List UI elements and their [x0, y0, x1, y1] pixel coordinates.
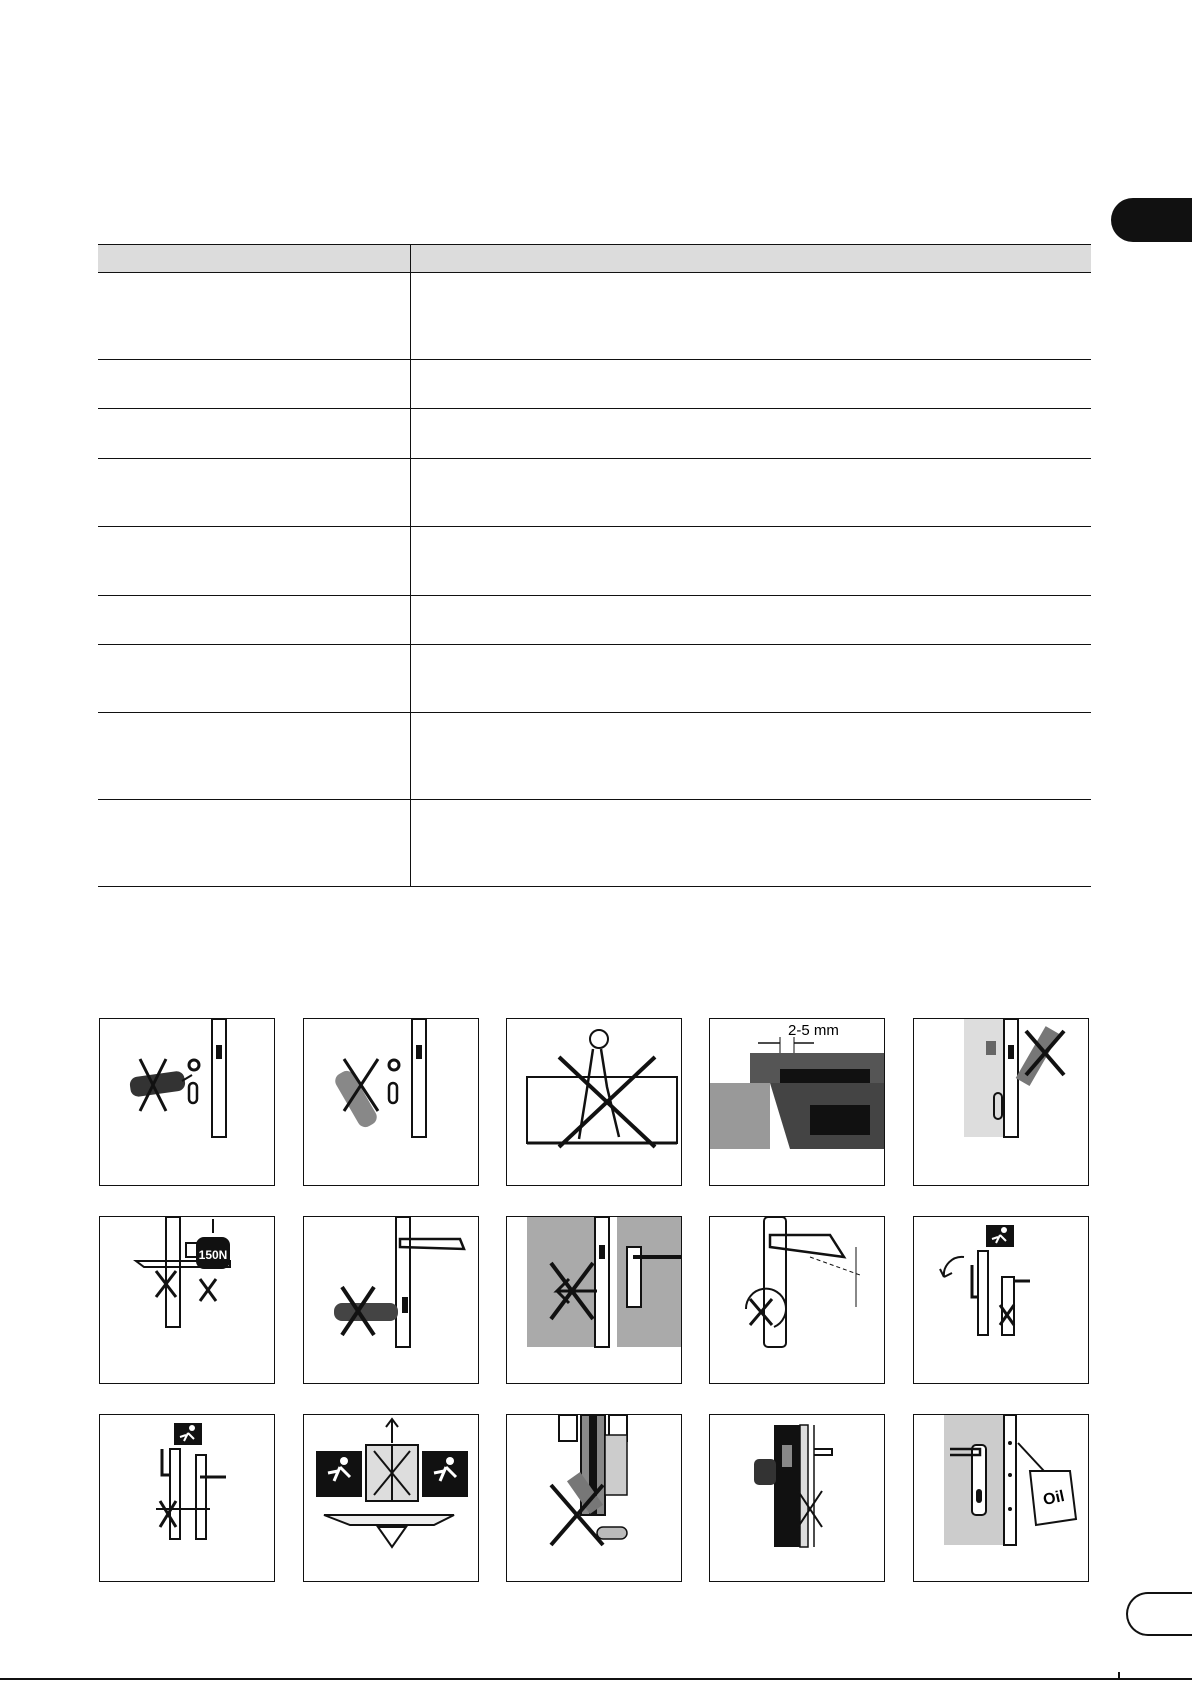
table-row — [98, 527, 1091, 596]
weight-load-icon — [100, 1217, 275, 1384]
no-drill-icon — [100, 1019, 275, 1186]
pictogram-exit-route-clear — [303, 1414, 479, 1582]
table-cell — [98, 645, 411, 713]
table-header-cell — [411, 245, 1092, 273]
pictogram-oil-lubrication — [913, 1414, 1089, 1582]
gap-label: 2-5 mm — [788, 1022, 839, 1039]
table-cell — [411, 527, 1092, 596]
table-cell — [98, 459, 411, 527]
table-cell — [411, 713, 1092, 800]
pictogram-emergency-exit-bar — [99, 1414, 275, 1582]
oil-label: Oil — [1041, 1487, 1067, 1510]
table-cell — [98, 409, 411, 459]
no-force-cylinder-icon — [507, 1415, 682, 1582]
pictogram-lock-installation — [709, 1414, 885, 1582]
table-cell — [411, 596, 1092, 645]
table-row — [98, 645, 1091, 713]
table-cell — [411, 459, 1092, 527]
spec-table — [98, 244, 1091, 887]
pictogram-emergency-exit-handle — [913, 1216, 1089, 1384]
table-cell — [98, 527, 411, 596]
table-cell — [411, 409, 1092, 459]
no-force-icon — [507, 1217, 682, 1384]
table-cell — [411, 645, 1092, 713]
table-row — [98, 409, 1091, 459]
table-cell — [411, 800, 1092, 887]
table-row — [98, 596, 1091, 645]
pictogram-no-carrying-door — [506, 1018, 682, 1186]
oil-can-icon — [914, 1415, 1089, 1582]
exit-bar-icon — [100, 1415, 275, 1582]
pictogram-handle-rotation — [709, 1216, 885, 1384]
handle-rotation-icon — [710, 1217, 885, 1384]
weight-label: 150N — [198, 1248, 228, 1262]
pictogram-max-load-150n — [99, 1216, 275, 1384]
no-drill-angled-icon — [304, 1019, 479, 1186]
table-cell — [98, 596, 411, 645]
table-row — [98, 273, 1091, 360]
page-number-oval — [1126, 1592, 1192, 1636]
table-cell — [98, 800, 411, 887]
table-cell — [98, 360, 411, 409]
pictogram-no-spray-lubricant — [913, 1018, 1089, 1186]
exit-route-icon — [304, 1415, 479, 1582]
table-row — [98, 360, 1091, 409]
pictogram-no-drill-handle — [303, 1216, 479, 1384]
pictogram-no-drilling-lockcase — [99, 1018, 275, 1186]
pictogram-no-drilling-angled — [303, 1018, 479, 1186]
table-cell — [411, 360, 1092, 409]
exit-handle-icon — [914, 1217, 1089, 1384]
table-row — [98, 713, 1091, 800]
no-spray-icon — [914, 1019, 1089, 1186]
table-cell — [98, 713, 411, 800]
no-drill-handle-icon — [304, 1217, 479, 1384]
table-cell — [98, 273, 411, 360]
table-row — [98, 459, 1091, 527]
bottom-rule — [0, 1678, 1192, 1680]
pictogram-no-forcing-door — [506, 1216, 682, 1384]
table-row — [98, 800, 1091, 887]
pictogram-gap-2-5mm — [709, 1018, 885, 1186]
table-header-cell — [98, 245, 411, 273]
lock-install-icon — [710, 1415, 885, 1582]
table-cell — [411, 273, 1092, 360]
gap-dimension-icon — [710, 1019, 885, 1186]
table-header-row — [98, 245, 1091, 273]
section-tab-marker — [1111, 198, 1192, 242]
no-carry-icon — [507, 1019, 682, 1186]
bottom-tick — [1118, 1672, 1120, 1678]
pictogram-no-forcing-cylinder — [506, 1414, 682, 1582]
